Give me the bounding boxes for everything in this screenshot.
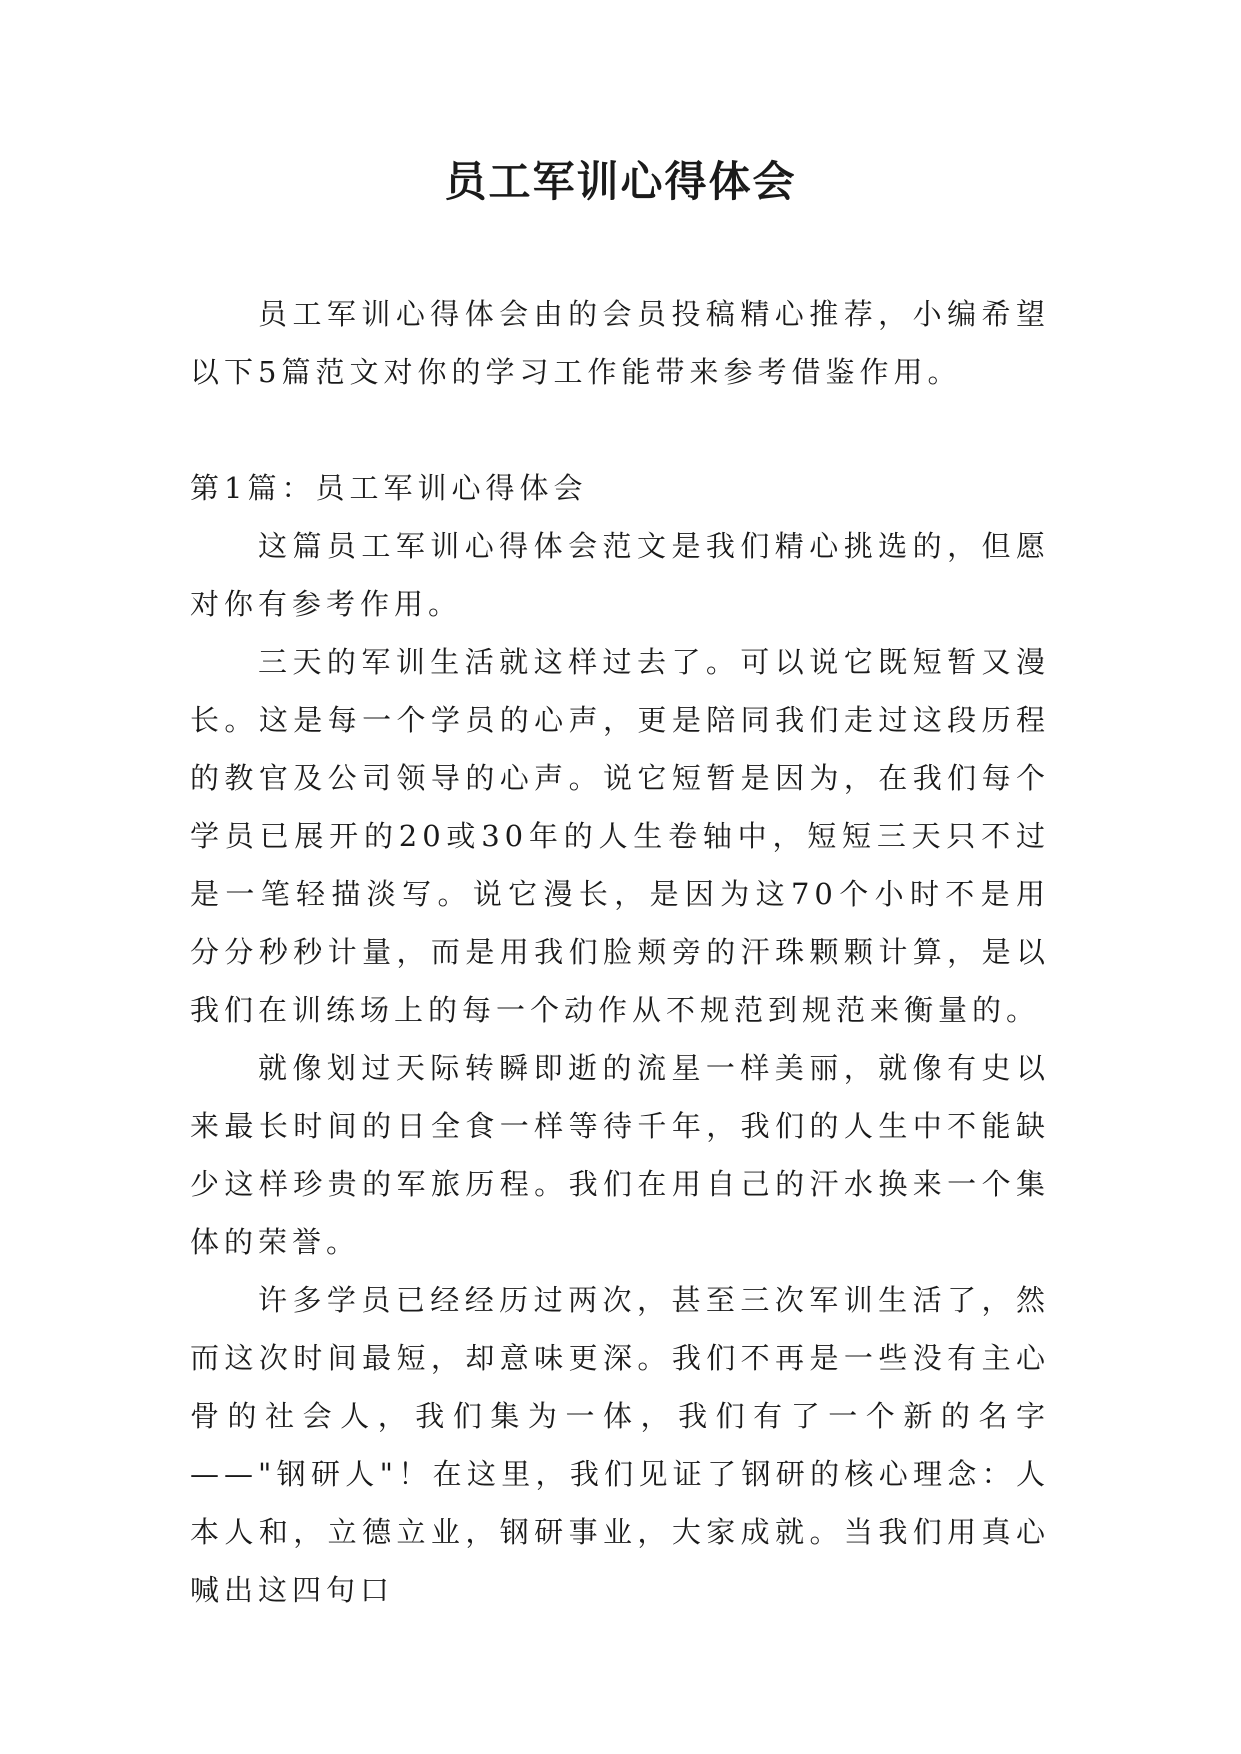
document-title: 员工军训心得体会 — [444, 157, 797, 206]
intro-paragraph: 员工军训心得体会由的会员投稿精心推荐，小编希望以下5篇范文对你的学习工作能带来参考借鉴作用。 — [190, 297, 1050, 389]
document-body — [190, 285, 1050, 1619]
body-paragraph-1: 这篇员工军训心得体会范文是我们精心挑选的，但愿对你有参考作用。 — [190, 529, 1050, 621]
section-heading: 第1篇：员工军训心得体会 — [190, 471, 588, 505]
body-paragraph-4: 许多学员已经经历过两次，甚至三次军训生活了，然而这次时间最短，却意味更深。我们不再是一些没有主心骨的社会人，我们集为一体，我们有了一个新的名字——"钢研人"！在这里，我们见证了钢研的核心理念：人本人和，立德立业，钢研事业，大家成就。当我们用真心喊出这四句口 — [190, 1283, 1050, 1607]
body-paragraph-3: 就像划过天际转瞬即逝的流星一样美丽，就像有史以来最长时间的日全食一样等待千年，我们的人生中不能缺少这样珍贵的军旅历程。我们在用自己的汗水换来一个集体的荣誉。 — [190, 1051, 1050, 1259]
body-paragraph-2: 三天的军训生活就这样过去了。可以说它既短暂又漫长。这是每一个学员的心声，更是陪同我们走过这段历程的教官及公司领导的心声。说它短暂是因为，在我们每个学员已展开的20或30年的人生卷轴中，短短三天只不过是一笔轻描淡写。说它漫长，是因为这70个小时不是用分分秒秒计量，而是用我们脸颊旁的汗珠颗颗计算，是以我们在训练场上的每一个动作从不规范到规范来衡量的。 — [190, 645, 1050, 1027]
